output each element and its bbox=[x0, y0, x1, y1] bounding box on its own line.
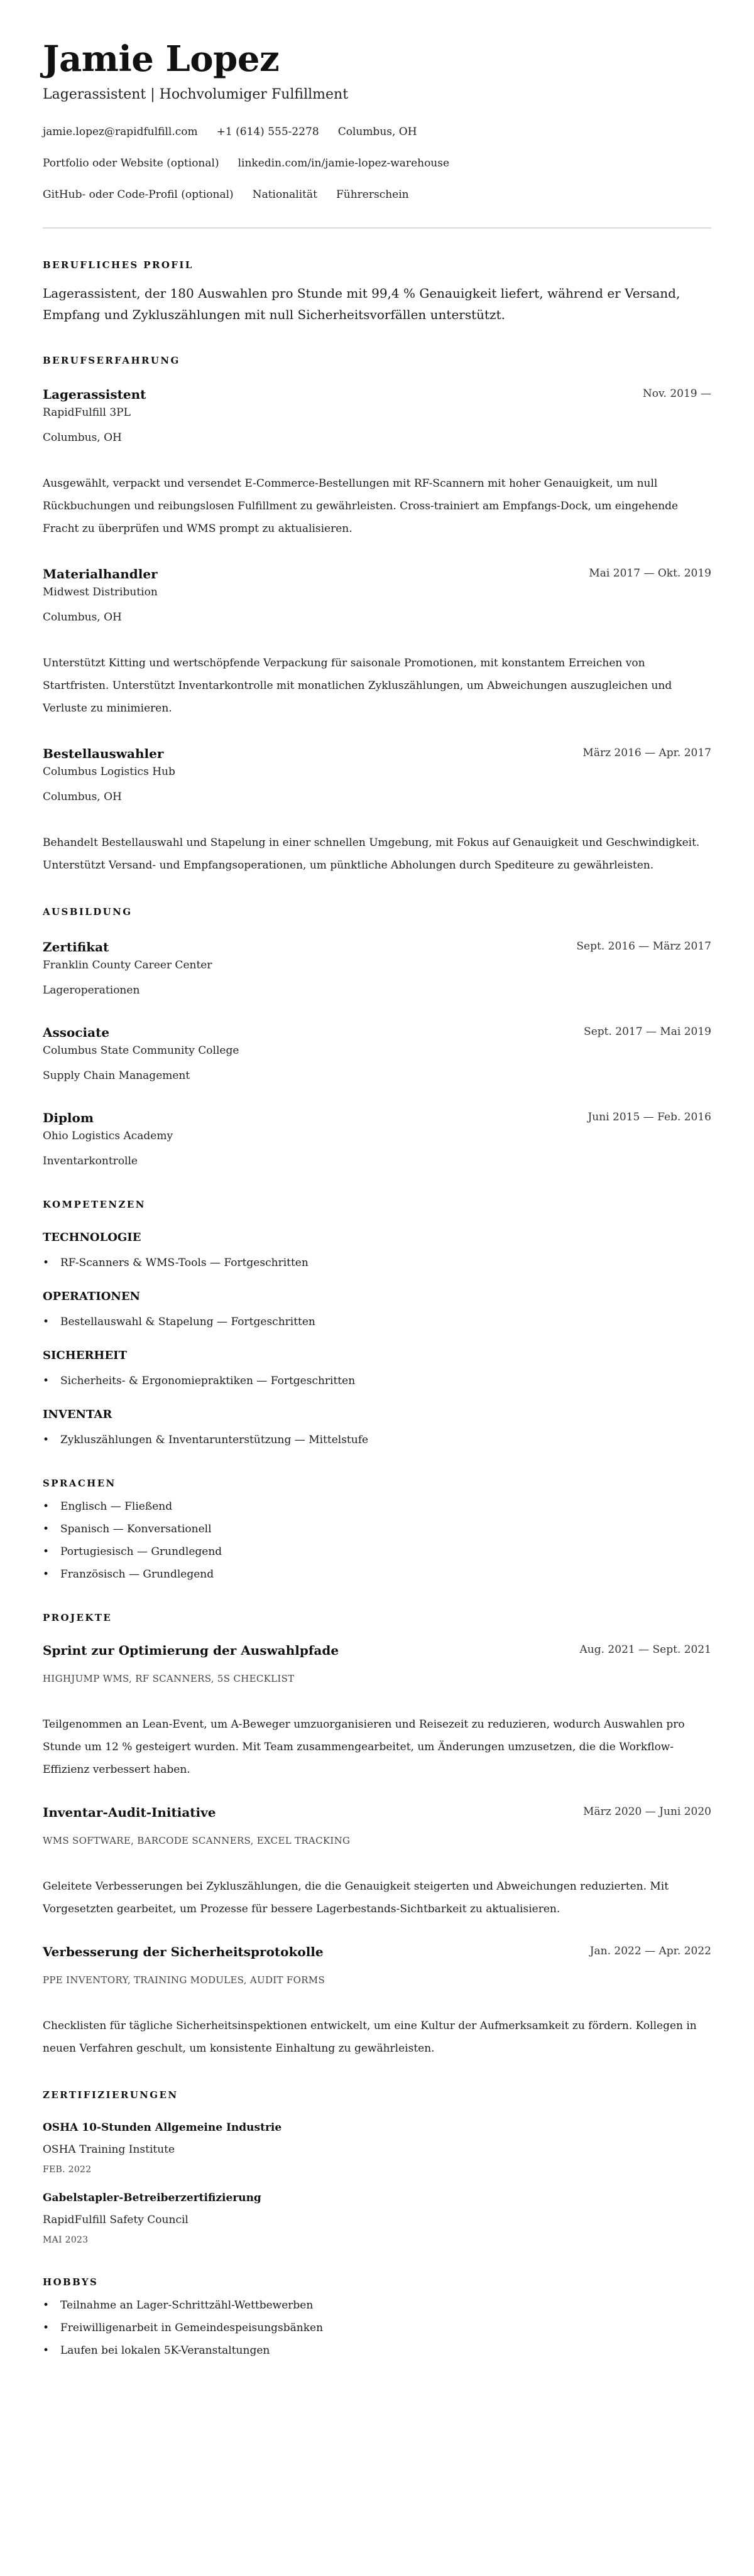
hobby-item: • Laufen bei lokalen 5K-Veranstaltungen bbox=[43, 2342, 711, 2359]
project-description: Teilgenommen an Lean-Event, um A-Beweger umzuorganisieren und Reisezeit zu reduzieren, wodurch Auswahlen pro Stunde um 12 % gesteigert wurden. Mit Team zusammengearbeitet, um Änderungen umzusetzen, die die Workflow-Effizienz verbessert haben. bbox=[43, 1718, 685, 1776]
certification-issuer: OSHA Training Institute bbox=[43, 2143, 175, 2156]
contact-email[interactable]: jamie.lopez@rapidfulfill.com bbox=[43, 126, 198, 138]
education-field: Lageroperationen bbox=[43, 984, 140, 997]
project-name: Verbesserung der Sicherheitsprotokolle bbox=[43, 1944, 324, 1959]
certification-name: OSHA 10-Stunden Allgemeine Industrie bbox=[43, 2121, 282, 2134]
profile-section bbox=[43, 259, 711, 325]
job-title: Lagerassistent bbox=[43, 387, 146, 402]
projects-section bbox=[43, 1611, 711, 2060]
skills-section bbox=[43, 1198, 711, 1448]
language-item: • Portugiesisch — Grundlegend bbox=[43, 1544, 711, 1560]
section-title-languages: SPRACHEN bbox=[43, 1478, 116, 1489]
project-item bbox=[43, 1642, 711, 1781]
education-dates: Sept. 2016 — März 2017 bbox=[576, 940, 711, 953]
education-school: Ohio Logistics Academy bbox=[43, 1130, 173, 1142]
job-dates: Mai 2017 — Okt. 2019 bbox=[589, 567, 711, 580]
skill-category-title: INVENTAR bbox=[43, 1408, 112, 1421]
education-dates: Juni 2015 — Feb. 2016 bbox=[587, 1111, 711, 1123]
project-dates: Aug. 2021 — Sept. 2021 bbox=[579, 1643, 711, 1656]
header-divider bbox=[43, 227, 711, 229]
section-title-hobbies: HOBBYS bbox=[43, 2276, 99, 2288]
skill-list bbox=[43, 1432, 711, 1448]
experience-section bbox=[43, 354, 711, 877]
skill-category-title: OPERATIONEN bbox=[43, 1290, 140, 1303]
job-title: Materialhandler bbox=[43, 566, 158, 582]
hobbies-section bbox=[43, 2276, 711, 2359]
education-school: Columbus State Community College bbox=[43, 1044, 239, 1057]
contact-row-links bbox=[43, 156, 711, 171]
language-item: • Englisch — Fließend bbox=[43, 1498, 711, 1515]
experience-item bbox=[43, 565, 711, 720]
project-name: Inventar-Audit-Initiative bbox=[43, 1805, 216, 1820]
skill-category bbox=[43, 1230, 711, 1271]
certification-item bbox=[43, 2190, 711, 2247]
certification-issuer: RapidFulfill Safety Council bbox=[43, 2214, 188, 2226]
skill-category-title: TECHNOLOGIE bbox=[43, 1231, 141, 1244]
project-tools: PPE INVENTORY, TRAINING MODULES, AUDIT FORMS bbox=[43, 1974, 325, 1986]
job-dates: Nov. 2019 — bbox=[642, 387, 711, 400]
contact-linkedin[interactable]: linkedin.com/in/jamie-lopez-warehouse bbox=[238, 157, 450, 170]
contact-row-primary bbox=[43, 124, 711, 139]
skill-list bbox=[43, 1255, 711, 1271]
section-title-experience: BERUFSERFAHRUNG bbox=[43, 355, 180, 366]
resume-header bbox=[43, 39, 711, 229]
language-item: • Spanisch — Konversationell bbox=[43, 1521, 711, 1537]
education-school: Franklin County Career Center bbox=[43, 959, 212, 971]
education-item bbox=[43, 1109, 711, 1169]
job-description: Ausgewählt, verpackt und versendet E-Commerce-Bestellungen mit RF-Scannern mit hoher Genauigkeit, um null Rückbuchungen und reibungslosen Fulfillment zu gewährleisten. Cross-trainiert am Empfangs-Dock, um eingehende Fracht zu überprüfen und WMS prompt zu aktualisieren. bbox=[43, 477, 679, 535]
education-field: Supply Chain Management bbox=[43, 1069, 190, 1082]
education-field: Inventarkontrolle bbox=[43, 1155, 138, 1167]
certification-date: MAI 2023 bbox=[43, 2235, 89, 2245]
project-name: Sprint zur Optimierung der Auswahlpfade bbox=[43, 1643, 339, 1658]
contact-portfolio[interactable]: Portfolio oder Website (optional) bbox=[43, 157, 219, 170]
education-item bbox=[43, 1024, 711, 1084]
languages-section bbox=[43, 1477, 711, 1583]
project-item bbox=[43, 1943, 711, 2060]
project-item bbox=[43, 1804, 711, 1920]
job-dates: März 2016 — Apr. 2017 bbox=[582, 747, 711, 759]
contact-drivers-license: Führerschein bbox=[336, 188, 409, 201]
language-list bbox=[43, 1498, 711, 1583]
skill-list bbox=[43, 1314, 711, 1330]
section-title-skills: KOMPETENZEN bbox=[43, 1199, 146, 1210]
experience-item bbox=[43, 745, 711, 877]
job-description: Behandelt Bestellauswahl und Stapelung in einer schnellen Umgebung, mit Fokus auf Genauigkeit und Geschwindigkeit. Unterstützt Versand- und Empfangsoperationen, um pünktliche Abholungen durch Spediteure zu gewährleisten. bbox=[43, 836, 700, 872]
profile-summary: Lagerassistent, der 180 Auswahlen pro Stunde mit 99,4 % Genauigkeit liefert, während er Versand, Empfang und Zykluszählungen mit null Sicherheitsvorfällen unterstützt. bbox=[43, 286, 680, 322]
section-title-projects: PROJEKTE bbox=[43, 1612, 112, 1623]
job-company: RapidFulfill 3PL bbox=[43, 406, 131, 419]
education-item bbox=[43, 938, 711, 998]
hobby-list bbox=[43, 2297, 711, 2359]
job-location: Columbus, OH bbox=[43, 791, 122, 803]
education-degree: Associate bbox=[43, 1025, 110, 1040]
contact-location: Columbus, OH bbox=[337, 126, 417, 138]
project-description: Geleitete Verbesserungen bei Zykluszählungen, die die Genauigkeit steigerten und Abweichungen reduzierten. Mit Vorgesetzten gearbeitet, um Prozesse für bessere Lagerbestands-Sichtbarkeit zu aktualisieren. bbox=[43, 1880, 669, 1915]
skill-item: • Sicherheits- & Ergonomiepraktiken — Fortgeschritten bbox=[43, 1373, 711, 1389]
certification-date: FEB. 2022 bbox=[43, 2165, 92, 2175]
job-description: Unterstützt Kitting und wertschöpfende Verpackung für saisonale Promotionen, mit konstantem Erreichen von Startfristen. Unterstützt Inventarkontrolle mit monatlichen Zykluszählungen, um Abweichungen auszugleichen und Verluste zu minimieren. bbox=[43, 657, 672, 715]
skill-category bbox=[43, 1407, 711, 1448]
contact-github[interactable]: GitHub- oder Code-Profil (optional) bbox=[43, 188, 234, 201]
job-location: Columbus, OH bbox=[43, 611, 122, 624]
skill-list bbox=[43, 1373, 711, 1389]
skill-item: • Bestellauswahl & Stapelung — Fortgeschritten bbox=[43, 1314, 711, 1330]
section-title-education: AUSBILDUNG bbox=[43, 906, 133, 917]
language-item: • Französisch — Grundlegend bbox=[43, 1566, 711, 1583]
experience-item bbox=[43, 386, 711, 540]
education-degree: Diplom bbox=[43, 1110, 94, 1125]
project-description: Checklisten für tägliche Sicherheitsinspektionen entwickelt, um eine Kultur der Aufmerksamkeit zu fördern. Kollegen in neuen Verfahren geschult, um konsistente Einhaltung zu gewährleisten. bbox=[43, 2020, 697, 2055]
candidate-headline: Lagerassistent | Hochvolumiger Fulfillment bbox=[43, 87, 349, 102]
skill-category-title: SICHERHEIT bbox=[43, 1349, 127, 1362]
hobby-item: • Freiwilligenarbeit in Gemeindespeisungsbänken bbox=[43, 2320, 711, 2336]
job-company: Midwest Distribution bbox=[43, 586, 158, 598]
job-company: Columbus Logistics Hub bbox=[43, 766, 175, 778]
skill-category bbox=[43, 1348, 711, 1389]
skill-category bbox=[43, 1289, 711, 1330]
project-dates: Jan. 2022 — Apr. 2022 bbox=[589, 1945, 711, 1957]
candidate-name: Jamie Lopez bbox=[43, 38, 280, 80]
project-tools: HIGHJUMP WMS, RF SCANNERS, 5S CHECKLIST bbox=[43, 1673, 295, 1684]
hobby-item: • Teilnahme an Lager-Schrittzähl-Wettbewerben bbox=[43, 2297, 711, 2314]
contact-phone[interactable]: +1 (614) 555-2278 bbox=[216, 126, 319, 138]
skill-item: • Zykluszählungen & Inventarunterstützung — Mittelstufe bbox=[43, 1432, 711, 1448]
certifications-section bbox=[43, 2089, 711, 2247]
section-title-certifications: ZERTIFIZIERUNGEN bbox=[43, 2089, 178, 2101]
education-section bbox=[43, 906, 711, 1169]
project-dates: März 2020 — Juni 2020 bbox=[583, 1805, 711, 1818]
contact-nationality: Nationalität bbox=[252, 188, 317, 201]
skill-item: • RF-Scanners & WMS-Tools — Fortgeschritten bbox=[43, 1255, 711, 1271]
education-dates: Sept. 2017 — Mai 2019 bbox=[584, 1026, 711, 1038]
project-tools: WMS SOFTWARE, BARCODE SCANNERS, EXCEL TRACKING bbox=[43, 1835, 351, 1846]
certification-item bbox=[43, 2120, 711, 2177]
certification-name: Gabelstapler-Betreiberzertifizierung bbox=[43, 2192, 261, 2204]
contact-row-extra bbox=[43, 187, 711, 202]
job-title: Bestellauswahler bbox=[43, 746, 164, 761]
section-title-profile: BERUFLICHES PROFIL bbox=[43, 259, 194, 271]
job-location: Columbus, OH bbox=[43, 431, 122, 444]
education-degree: Zertifikat bbox=[43, 939, 109, 955]
